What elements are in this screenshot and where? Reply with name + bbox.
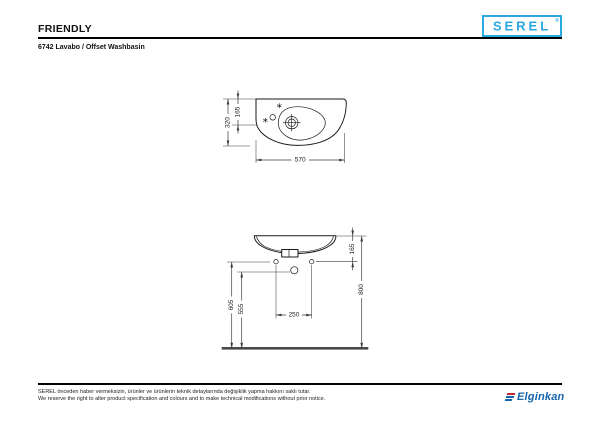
dim-rim-to-holes-165: 165 — [349, 243, 357, 255]
serel-logo-text: SEREL — [492, 18, 552, 33]
dim-depth-320: 320 — [224, 117, 232, 128]
footer-notice — [38, 389, 438, 403]
fixing-hole-right — [310, 260, 314, 264]
front-view-drawing — [210, 225, 375, 355]
fixing-hole-left — [274, 260, 278, 264]
series-title: FRIENDLY — [38, 23, 92, 35]
dim-hole-spacing-250: 250 — [288, 311, 300, 319]
top-view-svg — [210, 70, 370, 175]
waste-outlet — [291, 267, 298, 274]
dim-tap-offset-165: 165 — [234, 106, 242, 118]
basin-top-outline — [256, 99, 346, 145]
elginkan-bars-icon — [505, 393, 516, 401]
registered-trademark-icon: ® — [555, 18, 559, 24]
notice-english: We reserve the right to alter product specification and colours and to make technical modifications without prior notice. — [38, 396, 326, 402]
serel-logo — [482, 15, 562, 37]
header-divider — [38, 37, 562, 39]
notice-turkish: SEREL önceden haber vermeksizin, ürünler ve ürünlerin teknik detaylarında değişiklik yapma hakkını saklı tutar. — [38, 389, 311, 395]
dim-drain-to-floor-555: 555 — [238, 303, 246, 315]
outlet-housing — [282, 250, 298, 258]
elginkan-logo-text: Elginkan — [517, 391, 565, 403]
footer-divider — [38, 383, 562, 385]
dim-width-570: 570 — [294, 156, 306, 164]
dim-holes-to-floor-605: 605 — [228, 299, 236, 311]
product-title: 6742 Lavabo / Offset Washbasin — [38, 44, 145, 51]
elginkan-logo — [506, 391, 564, 403]
front-view-svg — [210, 225, 375, 355]
top-view-drawing — [210, 70, 370, 175]
dim-height-800: 800 — [358, 284, 366, 295]
